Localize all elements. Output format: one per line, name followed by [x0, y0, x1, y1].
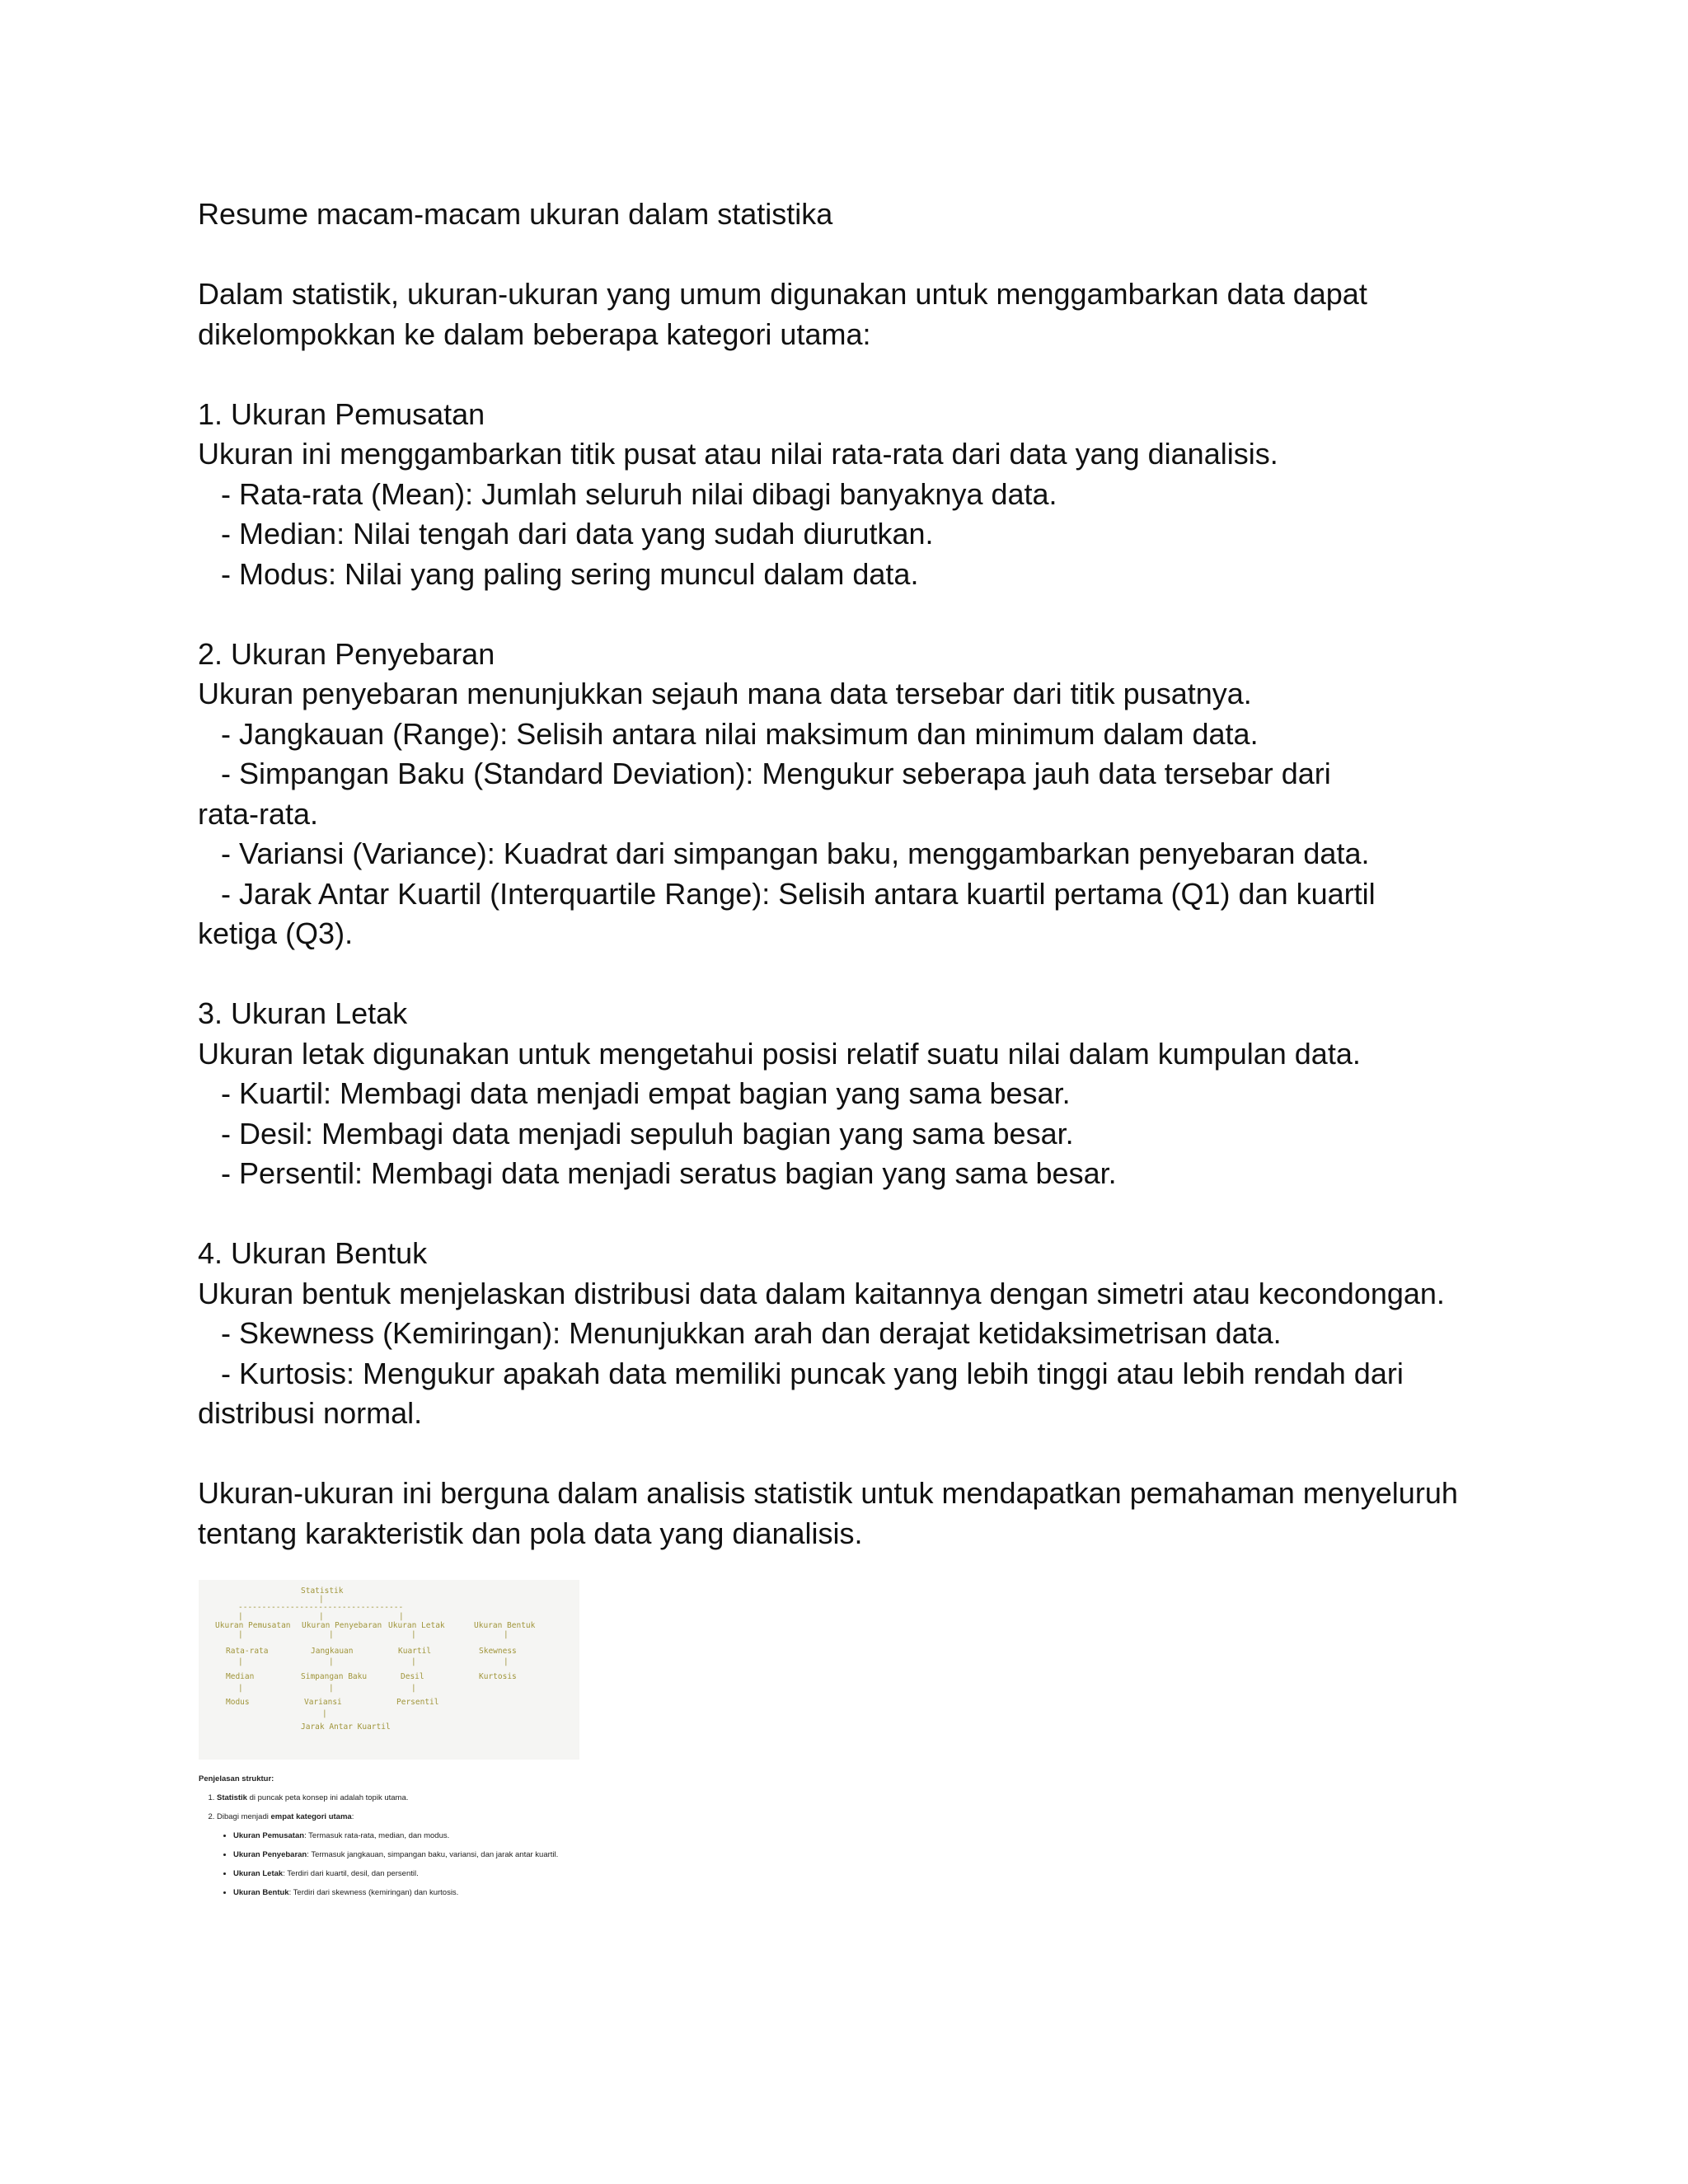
document-body: [198, 194, 1517, 1554]
diagram-connector: -----------------------------------: [238, 1603, 404, 1612]
category-bullet: • Ukuran Bentuk: Terdiri dari skewness (kemiringan) dan kurtosis.: [233, 1883, 579, 1902]
category-bullet: • Ukuran Letak: Terdiri dari kuartil, desil, dan persentil.: [233, 1864, 579, 1883]
section-item: - Median: Nilai tengah dari data yang sudah diurutkan.: [221, 517, 934, 551]
diagram-leaf: Variansi: [304, 1698, 342, 1707]
section-item: - Kurtosis: Mengukur apakah data memiliki puncak yang lebih tinggi atau lebih rendah dari: [221, 1356, 1404, 1390]
diagram-leaf: Jarak Antar Kuartil: [301, 1722, 391, 1732]
concept-map-diagram: [199, 1580, 579, 1760]
section-description: Ukuran penyebaran menunjukkan sejauh mana data tersebar dari titik pusatnya.: [198, 677, 1252, 710]
section-item: - Jangkauan (Range): Selisih antara nilai maksimum dan minimum dalam data.: [221, 716, 1259, 751]
section-heading: 4. Ukuran Bentuk: [198, 1236, 428, 1270]
intro-line: dikelompokkan ke dalam beberapa kategori utama:: [198, 316, 871, 351]
structure-explanation: [199, 1769, 579, 1902]
diagram-connector: |: [399, 1612, 404, 1621]
diagram-connector: |: [329, 1630, 334, 1639]
explanation-title: Penjelasan struktur:: [199, 1774, 274, 1783]
section-item-continuation: distribusi normal.: [198, 1396, 423, 1430]
diagram-leaf: Rata-rata: [226, 1647, 269, 1656]
section-description: Ukuran bentuk menjelaskan distribusi data dalam kaitannya dengan simetri atau kecondongan.: [198, 1276, 1445, 1310]
diagram-connector: |: [238, 1612, 243, 1621]
embedded-screenshot: [199, 1580, 579, 1902]
diagram-connector: |: [329, 1657, 334, 1666]
section-item: - Persentil: Membagi data menjadi seratus bagian yang sama besar.: [221, 1156, 1117, 1190]
diagram-connector: |: [319, 1612, 324, 1621]
diagram-leaf: Desil: [401, 1672, 424, 1681]
diagram-connector: |: [411, 1684, 416, 1693]
diagram-root: Statistik: [301, 1586, 344, 1596]
document-title: Resume macam-macam ukuran dalam statistika: [198, 197, 833, 231]
section-item: - Simpangan Baku (Standard Deviation): Mengukur seberapa jauh data tersebar dari: [221, 757, 1331, 790]
section-item: - Kuartil: Membagi data menjadi empat bagian yang sama besar.: [221, 1076, 1071, 1110]
diagram-leaf: Modus: [226, 1698, 250, 1707]
section-item: - Rata-rata (Mean): Jumlah seluruh nilai dibagi banyaknya data.: [221, 476, 1057, 511]
diagram-connector: |: [411, 1657, 416, 1666]
category-bullets: [217, 1826, 579, 1902]
diagram-leaf: Jangkauan: [311, 1647, 354, 1656]
diagram-connector: |: [329, 1684, 334, 1693]
diagram-category: Ukuran Penyebaran: [302, 1621, 382, 1630]
diagram-category: Ukuran Letak: [388, 1621, 445, 1630]
closing-line: tentang karakteristik dan pola data yang dianalisis.: [198, 1516, 863, 1550]
diagram-connector: |: [238, 1684, 243, 1693]
section-heading: 2. Ukuran Penyebaran: [198, 636, 495, 671]
section-description: Ukuran letak digunakan untuk mengetahui posisi relatif suatu nilai dalam kumpulan data.: [198, 1036, 1361, 1071]
section-item-continuation: rata-rata.: [198, 796, 319, 831]
explanation-item: 1. Statistik di puncak peta konsep ini adalah topik utama.: [217, 1788, 579, 1807]
diagram-leaf: Simpangan Baku: [301, 1672, 368, 1681]
section-item: - Skewness (Kemiringan): Menunjukkan arah dan derajat ketidaksimetrisan data.: [221, 1316, 1282, 1350]
category-bullet: • Ukuran Pemusatan: Termasuk rata-rata, median, dan modus.: [233, 1826, 579, 1845]
intro-line: Dalam statistik, ukuran-ukuran yang umum digunakan untuk menggambarkan data dapat: [198, 277, 1367, 311]
diagram-connector: |: [411, 1630, 416, 1639]
category-bullet: • Ukuran Penyebaran: Termasuk jangkauan, simpangan baku, variansi, dan jarak antar kuartil.: [233, 1845, 579, 1864]
diagram-leaf: Kuartil: [398, 1647, 432, 1656]
section-description: Ukuran ini menggambarkan titik pusat atau nilai rata-rata dari data yang dianalisis.: [198, 437, 1278, 471]
diagram-leaf: Skewness: [479, 1647, 517, 1656]
section-heading: 3. Ukuran Letak: [198, 996, 408, 1030]
diagram-category: Ukuran Bentuk: [474, 1621, 536, 1630]
diagram-connector: |: [238, 1657, 243, 1666]
section-heading: 1. Ukuran Pemusatan: [198, 396, 485, 431]
diagram-leaf: Persentil: [396, 1698, 439, 1707]
diagram-connector: |: [319, 1595, 324, 1604]
diagram-category: Ukuran Pemusatan: [215, 1621, 291, 1630]
section-item: - Modus: Nilai yang paling sering muncul dalam data.: [221, 556, 919, 591]
section-item: - Variansi (Variance): Kuadrat dari simpangan baku, menggambarkan penyebaran data.: [221, 837, 1370, 870]
section-item: - Jarak Antar Kuartil (Interquartile Range): Selisih antara kuartil pertama (Q1) dan kuartil: [221, 876, 1376, 911]
diagram-leaf: Median: [226, 1672, 255, 1681]
explanation-item: 2. Dibagi menjadi empat kategori utama: • Ukuran Pemusatan: Termasuk rata-rata, median, dan modus. • Ukuran Penyebaran: Termasuk jangkauan, simpangan baku, variansi, dan jarak antar kuartil. • Ukuran Letak: Terdiri dari kuartil, desil, dan persentil. • Ukuran Bentuk: Terdiri dari skewness (kemiringan) dan kurtosis.: [217, 1807, 579, 1902]
section-item: - Desil: Membagi data menjadi sepuluh bagian yang sama besar.: [221, 1116, 1074, 1151]
closing-line: Ukuran-ukuran ini berguna dalam analisis statistik untuk mendapatkan pemahaman menyeluruh: [198, 1476, 1458, 1510]
explanation-list: [199, 1788, 579, 1902]
diagram-connector: |: [504, 1657, 509, 1666]
diagram-connector: |: [322, 1709, 327, 1718]
section-item-continuation: ketiga (Q3).: [198, 916, 354, 950]
diagram-connector: |: [504, 1630, 509, 1639]
diagram-leaf: Kurtosis: [479, 1672, 517, 1681]
diagram-connector: |: [238, 1630, 243, 1639]
